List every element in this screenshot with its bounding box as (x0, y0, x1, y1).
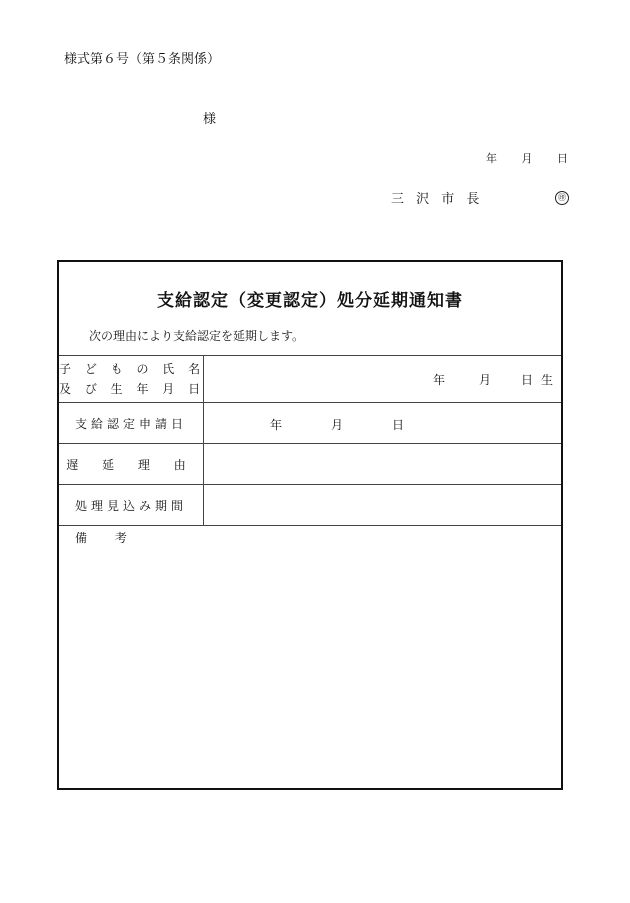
form-number: 様式第６号（第５条関係） (64, 52, 221, 67)
application-month: 月 (330, 418, 343, 432)
issue-date-year: 年 (486, 152, 497, 165)
birth-date (433, 371, 553, 388)
delay-reason-label: 遅 延 理 由 (59, 444, 204, 485)
application-date-field[interactable] (204, 403, 562, 444)
child-label (59, 356, 204, 403)
child-value-field[interactable] (204, 356, 562, 403)
seal-mark: ㊞ (555, 191, 569, 205)
issue-date-month: 月 (521, 152, 533, 165)
birth-day: 日 (520, 373, 533, 387)
application-date-label: 支給認定申請日 (59, 403, 204, 444)
notice-table (59, 355, 561, 526)
notice-intro: 次の理由により支給認定を延期します。 (89, 329, 305, 343)
birth-month: 月 (478, 373, 491, 387)
application-date (270, 416, 404, 433)
processing-period-label: 処理見込み期間 (59, 485, 204, 526)
table-row-delay-reason (59, 444, 561, 485)
application-year: 年 (270, 418, 283, 432)
table-row-processing-period (59, 485, 561, 526)
processing-period-field[interactable] (204, 485, 562, 526)
remarks-label: 備 考 (75, 531, 139, 545)
notice-title: 支給認定（変更認定）処分延期通知書 (157, 291, 463, 311)
issue-date (486, 150, 568, 166)
addressee-suffix: 様 (203, 112, 217, 127)
issuer-name: 三 沢 市 長 (391, 192, 484, 207)
child-label-line2: 及 び 生 年 月 日 (59, 382, 206, 396)
child-label-line1: 子 ど も の 氏 名 (59, 362, 206, 376)
table-bottom-border (59, 526, 561, 527)
issue-date-day: 日 (557, 152, 568, 165)
birth-year: 年 (432, 373, 445, 387)
delay-reason-field[interactable] (204, 444, 562, 485)
application-day: 日 (391, 418, 404, 432)
table-row-child (59, 356, 561, 403)
birth-suffix: 生 (540, 373, 553, 387)
table-row-application-date (59, 403, 561, 444)
notice-frame (57, 260, 563, 790)
